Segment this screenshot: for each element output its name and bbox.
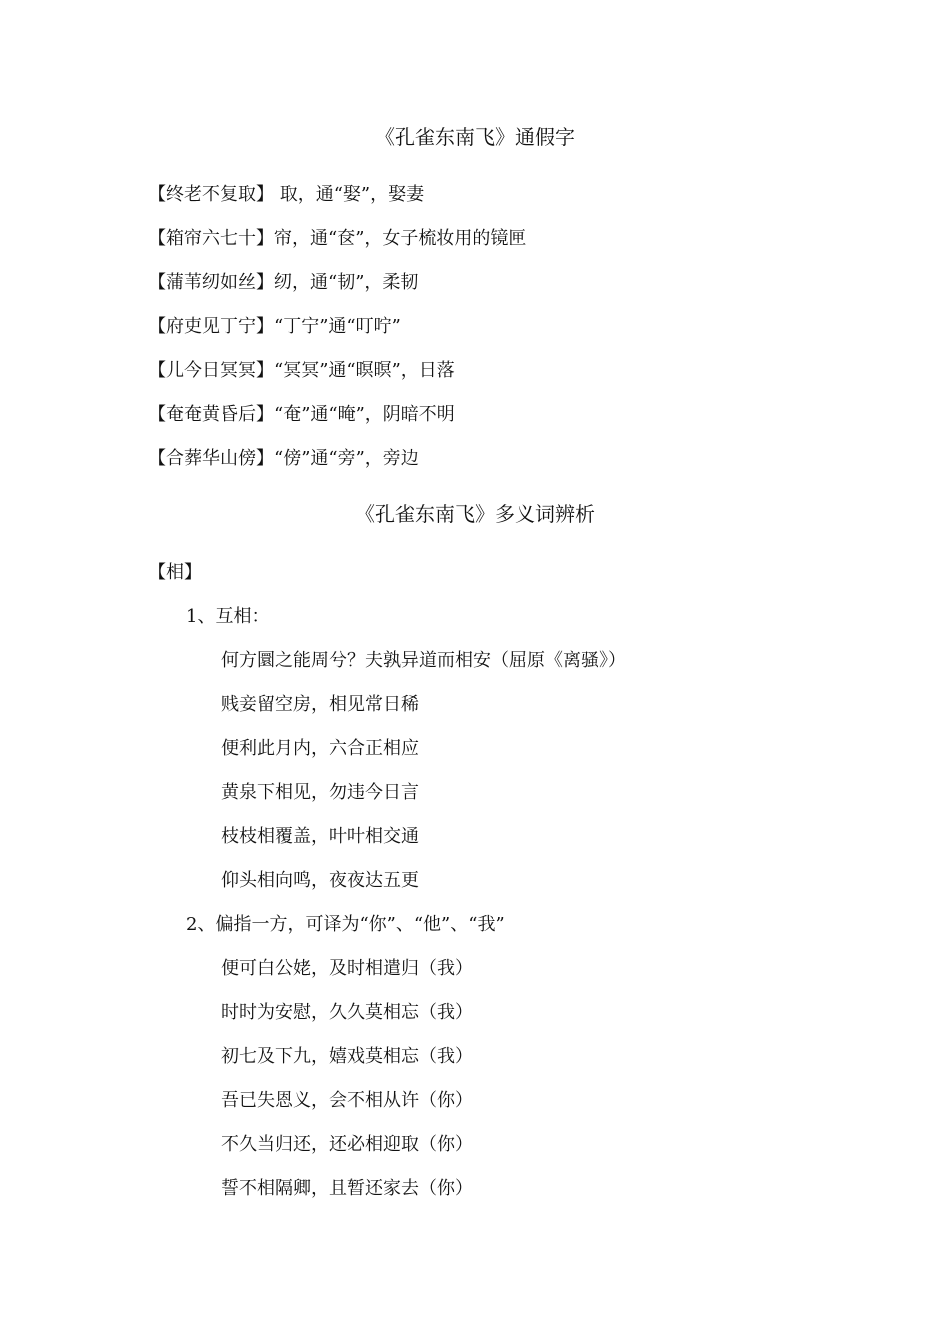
- tongjia-entry: 【蒲苇纫如丝】纫，通“韧”，柔韧: [148, 272, 419, 293]
- sense-label: 2、偏指一方，可译为“你”、“他”、“我”: [186, 914, 505, 935]
- example-sentence: 便可白公姥，及时相遣归（我）: [221, 958, 473, 979]
- tongjia-entry: 【终老不复取】 取，通“娶”，娶妻: [148, 184, 425, 205]
- tongjia-entry: 【合葬华山傍】“傍”通“旁”，旁边: [148, 448, 419, 469]
- section1-title: 《孔雀东南飞》通假字: [375, 125, 575, 149]
- example-sentence: 贱妾留空房，相见常日稀: [221, 694, 419, 715]
- example-sentence: 吾已失恩义，会不相从许（你）: [221, 1090, 473, 1111]
- section2-title: 《孔雀东南飞》多义词辨析: [355, 502, 595, 526]
- example-sentence: 誓不相隔卿，且暂还家去（你）: [221, 1178, 473, 1199]
- example-sentence: 时时为安慰，久久莫相忘（我）: [221, 1002, 473, 1023]
- tongjia-entry: 【箱帘六七十】帘，通“奁”，女子梳妆用的镜匣: [148, 228, 527, 249]
- sense-label: 1、互相：: [186, 606, 270, 627]
- example-sentence: 便利此月内，六合正相应: [221, 738, 419, 759]
- example-sentence: 仰头相向鸣，夜夜达五更: [221, 870, 419, 891]
- example-sentence: 何方圜之能周兮？夫孰异道而相安（屈原《离骚》）: [221, 650, 626, 671]
- tongjia-entry: 【奄奄黄昏后】“奄”通“晻”，阴暗不明: [148, 404, 455, 425]
- tongjia-entry: 【府吏见丁宁】“丁宁”通“叮咛”: [148, 316, 401, 337]
- example-sentence: 枝枝相覆盖，叶叶相交通: [221, 826, 419, 847]
- example-sentence: 不久当归还，还必相迎取（你）: [221, 1134, 473, 1155]
- example-sentence: 初七及下九，嬉戏莫相忘（我）: [221, 1046, 473, 1067]
- example-sentence: 黄泉下相见，勿违今日言: [221, 782, 419, 803]
- word-heading: 【相】: [148, 562, 202, 583]
- tongjia-entry: 【儿今日冥冥】“冥冥”通“暝暝”，日落: [148, 360, 455, 381]
